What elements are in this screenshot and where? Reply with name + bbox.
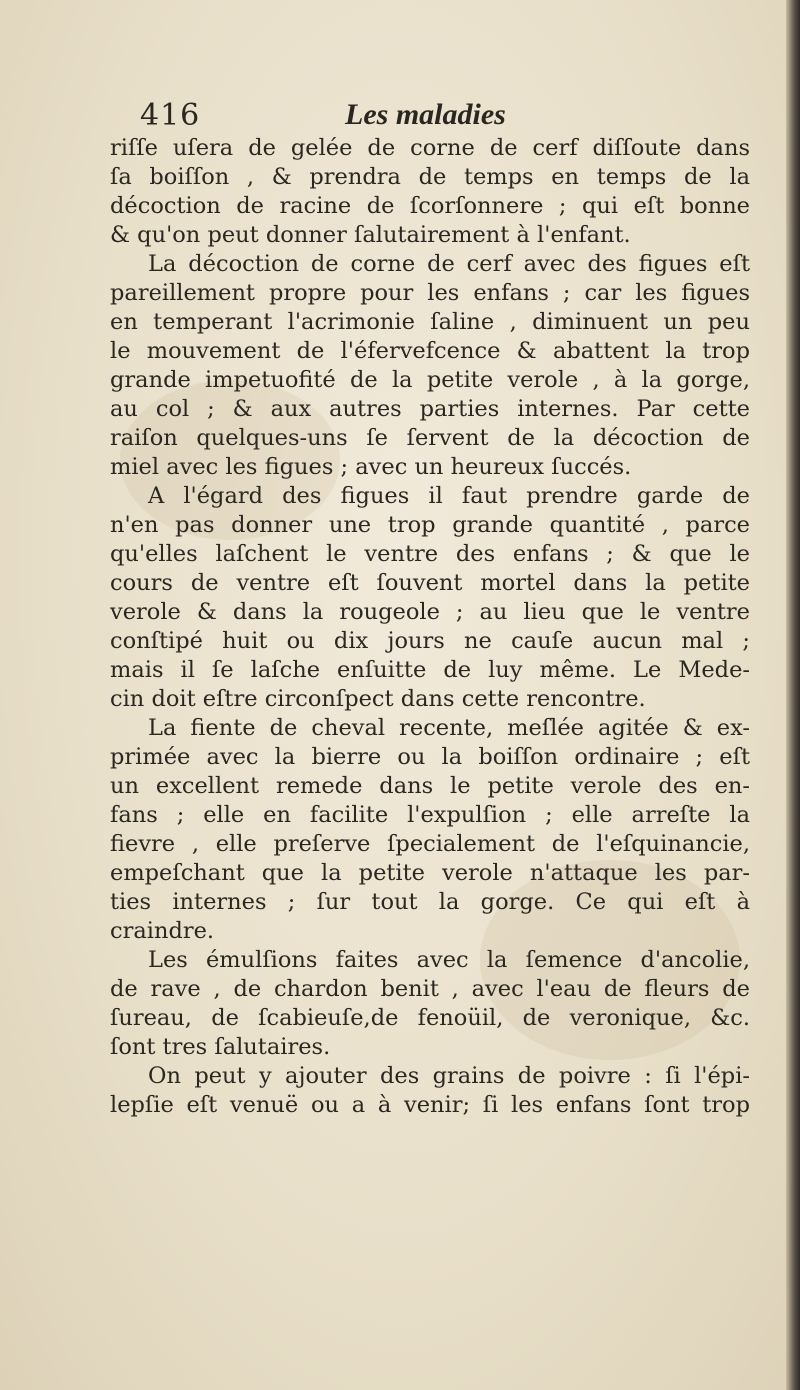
text-line: le mouvement de l'éfervefcence & abattent la trop: [110, 338, 750, 364]
text-line: au col ; & aux autres parties internes. Par cette: [110, 396, 750, 422]
text-line: Les émulſions faites avec la ſemence d'ancolie,: [148, 947, 750, 973]
text-line: lepſie eſt venuë ou a à venir; ſi les enfans ſont trop: [110, 1092, 750, 1118]
text-line: mais il ſe laſche enſuitte de luy même. Le Mede-: [110, 657, 750, 683]
text-line: ſureau, de ſcabieuſe,de fenoüil, de veronique, &c.: [110, 1005, 750, 1031]
text-line: fans ; elle en facilite l'expulſion ; elle arreſte la: [110, 802, 750, 828]
text-line: grande impetuofité de la petite verole , à la gorge,: [110, 367, 750, 393]
text-line: riſſe uſera de gelée de corne de cerf diſſoute dans: [110, 135, 750, 161]
text-line: conſtipé huit ou dix jours ne cauſe aucun mal ;: [110, 628, 750, 654]
text-line: verole & dans la rougeole ; au lieu que le ventre: [110, 599, 750, 625]
body-text: [110, 134, 750, 1120]
text-line: qu'elles laſchent le ventre des enfans ; & que le: [110, 541, 750, 567]
text-line: & qu'on peut donner ſalutairement à l'enfant.: [110, 222, 631, 248]
text-line: de rave , de chardon benit , avec l'eau de fleurs de: [110, 976, 750, 1002]
page-binding-edge: [786, 0, 800, 1390]
text-line: ſa boiſſon , & prendra de temps en temps de la: [110, 164, 750, 190]
running-head: Les maladies: [345, 98, 506, 131]
text-line: empeſchant que la petite verole n'attaque les par-: [110, 860, 750, 886]
text-line: miel avec les figues ; avec un heureux ſuccés.: [110, 454, 632, 480]
text-line: pareillement propre pour les enfans ; car les figues: [110, 280, 750, 306]
text-line: raiſon quelques-uns ſe ſervent de la décoction de: [110, 425, 750, 451]
text-line: On peut y ajouter des grains de poivre : ſi l'épi-: [148, 1063, 750, 1089]
text-line: primée avec la bierre ou la boiſſon ordinaire ; eſt: [110, 744, 750, 770]
text-line: un excellent remede dans le petite verole des en-: [110, 773, 750, 799]
text-line: décoction de racine de ſcorſonnere ; qui eſt bonne: [110, 193, 750, 219]
text-line: cours de ventre eſt ſouvent mortel dans la petite: [110, 570, 750, 596]
text-line: fievre , elle preſerve ſpecialement de l'eſquinancie,: [110, 831, 750, 857]
text-line: ſont tres ſalutaires.: [110, 1034, 331, 1060]
text-line: n'en pas donner une trop grande quantité , parce: [110, 512, 750, 538]
text-line: La fiente de cheval recente, meſlée agitée & ex-: [148, 715, 750, 741]
text-line: ties internes ; ſur tout la gorge. Ce qui eſt à: [110, 889, 750, 915]
text-line: La décoction de corne de cerf avec des figues eſt: [148, 251, 750, 277]
text-line: cin doit eſtre circonſpect dans cette rencontre.: [110, 686, 646, 712]
text-line: en temperant l'acrimonie ſaline , diminuent un peu: [110, 309, 750, 335]
text-line: A l'égard des figues il faut prendre garde de: [148, 483, 750, 509]
text-line: craindre.: [110, 918, 215, 944]
page-number: 416: [140, 98, 201, 133]
